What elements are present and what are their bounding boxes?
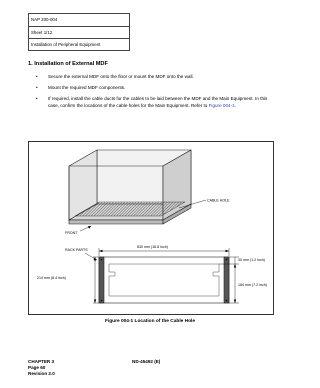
figure-link[interactable]: Figure 004-1	[208, 103, 235, 108]
height-inner-label: 184 mm (7.2 inch)	[238, 283, 267, 287]
cable-hole-diagram	[29, 142, 275, 316]
width-dimension-label: 630 mm (16.8 inch)	[137, 245, 168, 249]
front-label: FRONT	[65, 231, 78, 235]
rack-parts-label: RACK PARTS	[65, 248, 88, 252]
section-title: 1. Installation of External MDF	[28, 61, 108, 67]
bullet-item: • Secure the external MDF onto the floor or mount the MDF onto the wall.	[36, 73, 276, 80]
bullet-text-end: .	[234, 103, 236, 108]
doc-id: NAP 200-004	[29, 14, 129, 27]
bullet-list	[36, 73, 276, 113]
chapter-label: CHAPTER 3	[28, 359, 55, 364]
bullet-item: • Mount the required MDF components.	[36, 84, 276, 91]
cable-hole-label: CABLE HOLE	[207, 198, 230, 203]
page-number: Page 60	[28, 365, 46, 370]
plan-view	[99, 257, 229, 303]
height-total-label: 214 mm (8.4 inch)	[37, 276, 66, 280]
bullet-text: If required, install the cable ducts for the cables to be laid between the MDF and the Main Equipment. In this case, confirm the locations of the cable holes for the Main Equipment. Refer to	[48, 96, 268, 108]
revision-label: Revision 2.0	[28, 371, 55, 376]
figure-frame	[28, 141, 274, 315]
top-offset-label: 30 mm (1.2 inch)	[238, 258, 265, 262]
sheet-number: Sheet 1/12	[29, 27, 129, 40]
footer-left	[28, 359, 55, 377]
doc-number: ND-45492 (E)	[132, 359, 161, 364]
bullet-item	[36, 95, 276, 109]
document-header-box	[28, 13, 130, 51]
figure-caption: Figure 004-1 Location of the Cable Hole	[104, 319, 196, 324]
doc-subject: Installation of Peripheral Equipment	[31, 42, 101, 48]
